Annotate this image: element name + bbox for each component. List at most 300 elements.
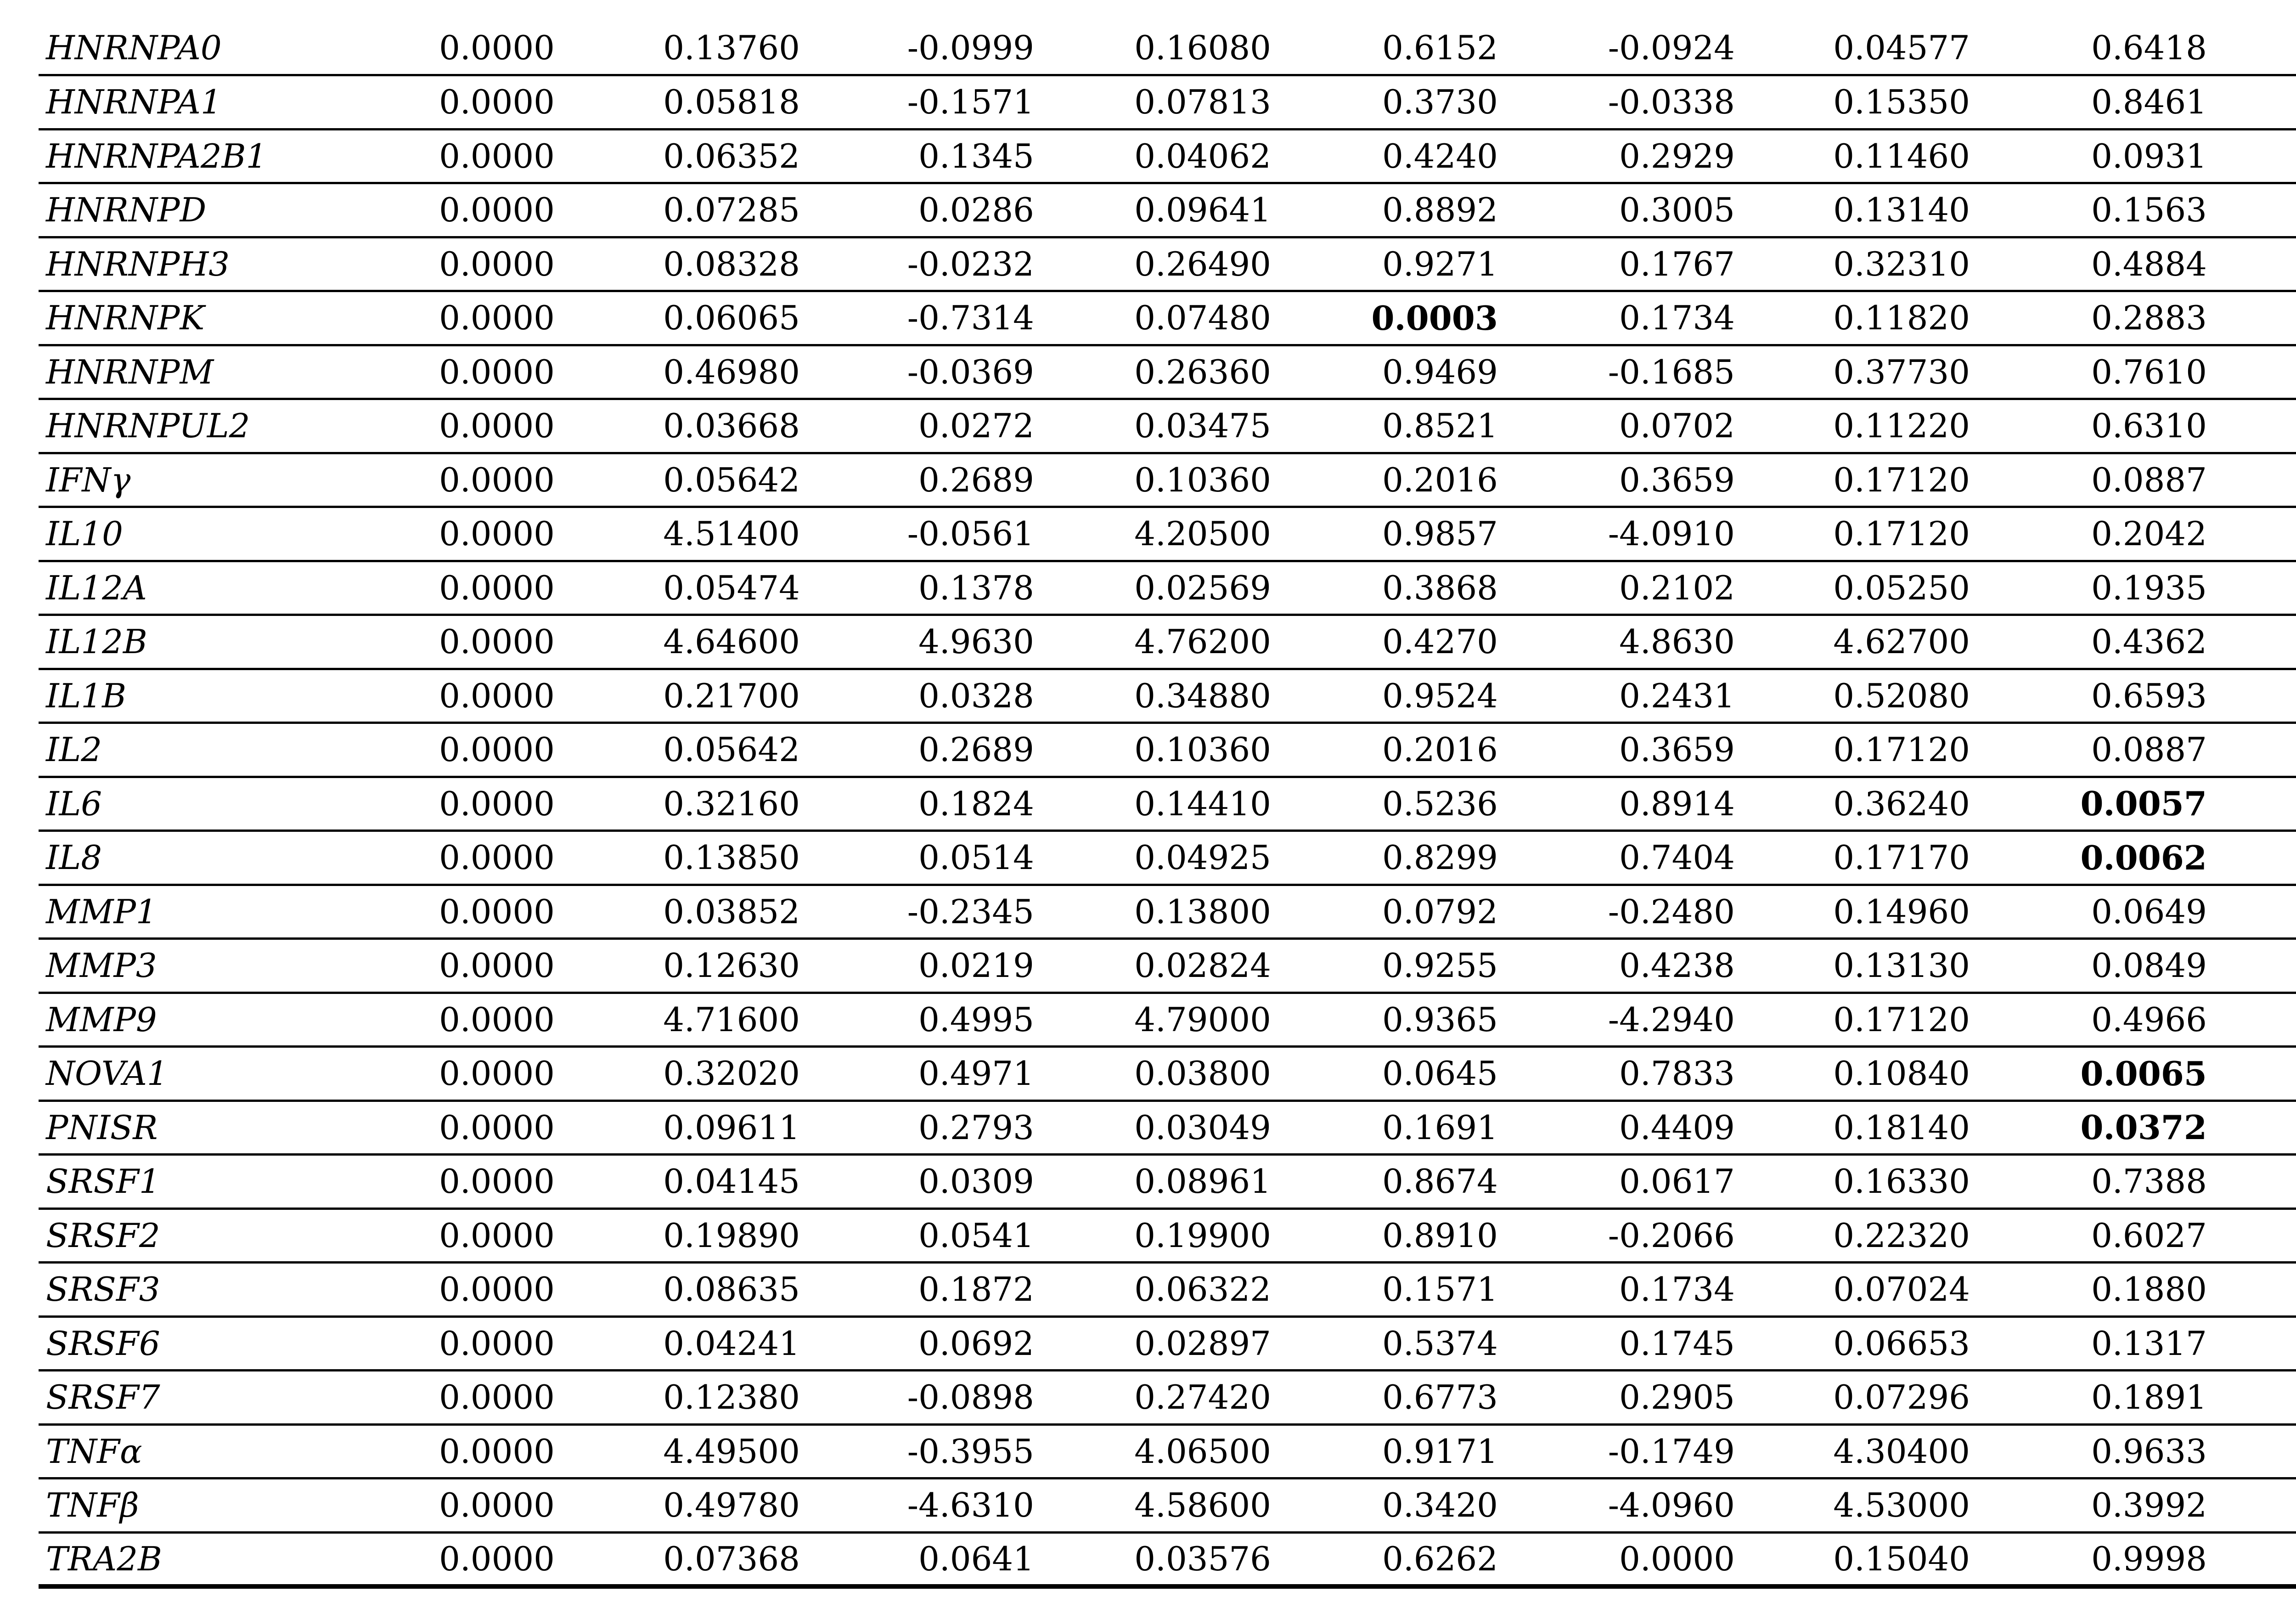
value-cell: 0.1891 xyxy=(2091,1378,2207,1417)
value-cell xyxy=(2207,723,2296,777)
value-cell: -0.1685 xyxy=(1608,352,1735,391)
value-cell: 0.13850 xyxy=(663,838,800,877)
value-cell: 0.0692 xyxy=(918,1324,1034,1363)
value-cell: 0.2793 xyxy=(918,1108,1034,1147)
value-cell: 0.3420 xyxy=(1382,1486,1498,1525)
value-cell: 4.49500 xyxy=(663,1432,800,1471)
value-cell: 0.08635 xyxy=(663,1270,800,1309)
value-cell: -4.0910 xyxy=(1608,514,1735,553)
value-cell: 0.16080 xyxy=(1134,28,1271,67)
value-cell: 0.2689 xyxy=(918,730,1034,769)
value-cell: 0.2431 xyxy=(1619,676,1735,715)
value-cell: -0.0898 xyxy=(907,1378,1034,1417)
value-cell: 0.2689 xyxy=(918,460,1034,499)
value-cell: 0.37730 xyxy=(1833,352,1970,391)
table-row xyxy=(39,669,2296,723)
value-cell: 4.06500 xyxy=(1134,1432,1271,1471)
value-cell: 0.05642 xyxy=(663,730,800,769)
value-cell: 0.0000 xyxy=(439,730,555,769)
gene-name-cell: HNRNPD xyxy=(46,191,207,230)
value-cell: 0.0541 xyxy=(918,1216,1034,1255)
value-cell: 0.1872 xyxy=(918,1270,1034,1309)
value-cell: 0.2102 xyxy=(1619,568,1735,607)
data-table-container xyxy=(39,21,2296,1589)
value-cell: 0.0000 xyxy=(439,1000,555,1039)
table-row xyxy=(39,1532,2296,1586)
value-cell: 0.4966 xyxy=(2091,1000,2207,1039)
value-cell: 0.07368 xyxy=(663,1539,800,1578)
table-row xyxy=(39,1155,2296,1209)
value-cell: 0.0000 xyxy=(439,28,555,67)
table-row xyxy=(39,237,2296,291)
value-cell: 0.32310 xyxy=(1833,244,1970,283)
value-cell: 0.0649 xyxy=(2091,892,2207,931)
table-row xyxy=(39,1263,2296,1317)
value-cell xyxy=(2207,669,2296,723)
value-cell: 0.0000 xyxy=(439,244,555,283)
value-cell: 0.1880 xyxy=(2091,1270,2207,1309)
value-cell: 0.9271 xyxy=(1382,244,1498,283)
value-cell xyxy=(2207,777,2296,831)
table-body xyxy=(39,21,2296,1586)
value-cell: 0.1745 xyxy=(1619,1324,1735,1363)
table-row xyxy=(39,399,2296,453)
value-cell: 0.0000 xyxy=(439,1108,555,1147)
value-cell: 0.17120 xyxy=(1833,730,1970,769)
value-cell: 0.0372 xyxy=(2080,1108,2207,1147)
value-cell: 0.9524 xyxy=(1382,676,1498,715)
value-cell: 0.7404 xyxy=(1619,838,1735,877)
value-cell: 0.0057 xyxy=(2080,784,2207,824)
value-cell: 4.8630 xyxy=(1619,622,1735,661)
value-cell: 0.26490 xyxy=(1134,244,1271,283)
value-cell: 0.2883 xyxy=(2091,299,2207,338)
value-cell: 0.0309 xyxy=(918,1162,1034,1201)
value-cell: -4.0960 xyxy=(1608,1486,1735,1525)
value-cell: 0.0849 xyxy=(2091,946,2207,985)
table-row xyxy=(39,1208,2296,1263)
value-cell: 0.0887 xyxy=(2091,460,2207,499)
value-cell: 0.0000 xyxy=(439,946,555,985)
value-cell: 0.15350 xyxy=(1833,83,1970,122)
gene-name-cell: IL2 xyxy=(46,730,102,769)
value-cell: 0.0000 xyxy=(439,136,555,175)
value-cell: 0.2905 xyxy=(1619,1378,1735,1417)
gene-name-cell: IFNγ xyxy=(46,460,131,499)
value-cell: 0.22320 xyxy=(1833,1216,1970,1255)
value-cell: 4.64600 xyxy=(663,622,800,661)
value-cell: 0.1767 xyxy=(1619,244,1735,283)
value-cell: -0.2345 xyxy=(907,892,1034,931)
value-cell: 0.0641 xyxy=(918,1539,1034,1578)
value-cell: 0.4884 xyxy=(2091,244,2207,283)
value-cell: 0.13130 xyxy=(1833,946,1970,985)
table-row xyxy=(39,129,2296,183)
value-cell: 0.06322 xyxy=(1134,1270,1271,1309)
value-cell xyxy=(2207,129,2296,183)
value-cell: 0.08328 xyxy=(663,244,800,283)
gene-name-cell: NOVA1 xyxy=(46,1054,168,1093)
value-cell: 0.26360 xyxy=(1134,352,1271,391)
value-cell: 0.06352 xyxy=(663,136,800,175)
value-cell: 0.15040 xyxy=(1833,1539,1970,1578)
gene-statistics-table xyxy=(39,21,2296,1589)
value-cell: -4.2940 xyxy=(1608,1000,1735,1039)
value-cell: 0.0000 xyxy=(439,460,555,499)
value-cell: 0.4362 xyxy=(2091,622,2207,661)
table-row xyxy=(39,1047,2296,1101)
value-cell: 0.9171 xyxy=(1382,1432,1498,1471)
value-cell: 0.03049 xyxy=(1134,1108,1271,1147)
value-cell: -0.0232 xyxy=(907,244,1034,283)
value-cell: 0.0000 xyxy=(439,1216,555,1255)
value-cell: 0.0645 xyxy=(1382,1054,1498,1093)
value-cell: 0.05250 xyxy=(1833,568,1970,607)
value-cell: 4.9630 xyxy=(918,622,1034,661)
value-cell: 0.6262 xyxy=(1382,1539,1498,1578)
value-cell xyxy=(2207,993,2296,1047)
value-cell: 0.2929 xyxy=(1619,136,1735,175)
gene-name-cell: MMP9 xyxy=(46,1000,157,1039)
value-cell: 0.04925 xyxy=(1134,838,1271,877)
value-cell xyxy=(2207,561,2296,615)
value-cell: 0.2042 xyxy=(2091,514,2207,553)
value-cell xyxy=(2207,1100,2296,1155)
value-cell: -0.0999 xyxy=(907,28,1034,67)
value-cell xyxy=(2207,1478,2296,1533)
table-row xyxy=(39,453,2296,507)
value-cell: 0.32020 xyxy=(663,1054,800,1093)
value-cell: 0.7610 xyxy=(2091,352,2207,391)
value-cell: 0.1317 xyxy=(2091,1324,2207,1363)
value-cell: 0.0000 xyxy=(439,784,555,823)
value-cell: 0.07480 xyxy=(1134,299,1271,338)
table-row xyxy=(39,183,2296,237)
value-cell: 0.9469 xyxy=(1382,352,1498,391)
value-cell xyxy=(2207,831,2296,885)
value-cell: 0.03852 xyxy=(663,892,800,931)
value-cell: 0.04062 xyxy=(1134,136,1271,175)
value-cell: 0.19890 xyxy=(663,1216,800,1255)
value-cell: 0.8674 xyxy=(1382,1162,1498,1201)
value-cell: 0.0062 xyxy=(2080,838,2207,877)
value-cell: 0.0000 xyxy=(439,1486,555,1525)
value-cell: 0.17170 xyxy=(1833,838,1970,877)
value-cell: -0.0561 xyxy=(907,514,1034,553)
table-row xyxy=(39,777,2296,831)
value-cell: 0.7388 xyxy=(2091,1162,2207,1201)
value-cell: 0.6027 xyxy=(2091,1216,2207,1255)
value-cell: 0.52080 xyxy=(1833,676,1970,715)
value-cell: 0.3730 xyxy=(1382,83,1498,122)
value-cell: 0.9365 xyxy=(1382,1000,1498,1039)
value-cell: 0.10360 xyxy=(1134,460,1271,499)
value-cell: 0.06653 xyxy=(1833,1324,1970,1363)
gene-name-cell: MMP3 xyxy=(46,946,157,985)
value-cell: 0.6773 xyxy=(1382,1378,1498,1417)
value-cell: 0.3659 xyxy=(1619,730,1735,769)
value-cell: 0.13800 xyxy=(1134,892,1271,931)
value-cell: 0.3992 xyxy=(2091,1486,2207,1525)
value-cell: 0.8910 xyxy=(1382,1216,1498,1255)
value-cell: 0.3659 xyxy=(1619,460,1735,499)
value-cell: 0.0702 xyxy=(1619,406,1735,446)
gene-name-cell: HNRNPUL2 xyxy=(46,406,250,446)
value-cell: -0.1749 xyxy=(1608,1432,1735,1471)
value-cell: 4.58600 xyxy=(1134,1486,1271,1525)
value-cell: 0.0286 xyxy=(918,191,1034,230)
value-cell: 0.0000 xyxy=(439,1324,555,1363)
value-cell xyxy=(2207,291,2296,345)
gene-name-cell: SRSF1 xyxy=(46,1162,160,1201)
value-cell: 0.07296 xyxy=(1833,1378,1970,1417)
value-cell: 0.16330 xyxy=(1833,1162,1970,1201)
value-cell: 0.4238 xyxy=(1619,946,1735,985)
value-cell: 0.0065 xyxy=(2080,1054,2207,1093)
value-cell: 0.6593 xyxy=(2091,676,2207,715)
gene-name-cell: PNISR xyxy=(46,1108,158,1147)
value-cell: 0.12630 xyxy=(663,946,800,985)
table-row xyxy=(39,615,2296,669)
value-cell: 0.03668 xyxy=(663,406,800,446)
value-cell: 4.51400 xyxy=(663,514,800,553)
value-cell xyxy=(2207,237,2296,291)
value-cell: -0.2066 xyxy=(1608,1216,1735,1255)
value-cell: 0.06065 xyxy=(663,299,800,338)
value-cell: 0.0792 xyxy=(1382,892,1498,931)
value-cell: 0.08961 xyxy=(1134,1162,1271,1201)
value-cell: 0.32160 xyxy=(663,784,800,823)
value-cell: 0.14410 xyxy=(1134,784,1271,823)
value-cell: 0.0000 xyxy=(439,568,555,607)
value-cell: 0.9857 xyxy=(1382,514,1498,553)
value-cell: 0.03475 xyxy=(1134,406,1271,446)
value-cell: -0.0369 xyxy=(907,352,1034,391)
value-cell: 0.0000 xyxy=(1619,1539,1735,1578)
value-cell: 0.27420 xyxy=(1134,1378,1271,1417)
value-cell: 0.0000 xyxy=(439,83,555,122)
value-cell: 0.46980 xyxy=(663,352,800,391)
value-cell: -0.2480 xyxy=(1608,892,1735,931)
value-cell: 0.03576 xyxy=(1134,1539,1271,1578)
value-cell: 0.5236 xyxy=(1382,784,1498,823)
value-cell: 0.6152 xyxy=(1382,28,1498,67)
value-cell: 0.0000 xyxy=(439,352,555,391)
gene-name-cell: TRA2B xyxy=(46,1539,162,1578)
value-cell: 0.21700 xyxy=(663,676,800,715)
value-cell: -4.6310 xyxy=(907,1486,1034,1525)
table-row xyxy=(39,345,2296,399)
table-row xyxy=(39,723,2296,777)
value-cell: 0.07813 xyxy=(1134,83,1271,122)
value-cell: 4.76200 xyxy=(1134,622,1271,661)
value-cell: 0.0000 xyxy=(439,514,555,553)
value-cell: 0.9998 xyxy=(2091,1539,2207,1578)
value-cell: 0.9255 xyxy=(1382,946,1498,985)
value-cell: 0.1691 xyxy=(1382,1108,1498,1147)
value-cell: 0.03800 xyxy=(1134,1054,1271,1093)
value-cell: 0.02897 xyxy=(1134,1324,1271,1363)
value-cell: 0.07024 xyxy=(1833,1270,1970,1309)
value-cell: 4.30400 xyxy=(1833,1432,1970,1471)
value-cell: 0.34880 xyxy=(1134,676,1271,715)
value-cell: 0.0000 xyxy=(439,1432,555,1471)
value-cell xyxy=(2207,507,2296,561)
gene-name-cell: SRSF3 xyxy=(46,1270,160,1309)
value-cell: 0.11820 xyxy=(1833,299,1970,338)
value-cell xyxy=(2207,939,2296,993)
table-row xyxy=(39,1100,2296,1155)
value-cell: 0.19900 xyxy=(1134,1216,1271,1255)
value-cell: 0.0514 xyxy=(918,838,1034,877)
table-row xyxy=(39,561,2296,615)
value-cell: 0.0328 xyxy=(918,676,1034,715)
table-row xyxy=(39,291,2296,345)
value-cell: 0.17120 xyxy=(1833,460,1970,499)
gene-name-cell: MMP1 xyxy=(46,892,157,931)
gene-name-cell: SRSF2 xyxy=(46,1216,160,1255)
value-cell: 0.0000 xyxy=(439,838,555,877)
gene-name-cell: IL12A xyxy=(46,568,147,607)
value-cell: 0.4270 xyxy=(1382,622,1498,661)
value-cell: 0.17120 xyxy=(1833,1000,1970,1039)
value-cell: 0.0003 xyxy=(1371,298,1498,338)
value-cell: 0.07285 xyxy=(663,191,800,230)
value-cell: 0.8914 xyxy=(1619,784,1735,823)
table-row xyxy=(39,75,2296,130)
value-cell: 0.6310 xyxy=(2091,406,2207,446)
value-cell: 0.09641 xyxy=(1134,191,1271,230)
value-cell: -0.0924 xyxy=(1608,28,1735,67)
gene-name-cell: HNRNPA2B1 xyxy=(46,136,267,175)
value-cell xyxy=(2207,75,2296,130)
value-cell xyxy=(2207,1424,2296,1478)
value-cell: 0.1571 xyxy=(1382,1270,1498,1309)
table-row xyxy=(39,1371,2296,1425)
value-cell: 0.11220 xyxy=(1833,406,1970,446)
value-cell: 4.53000 xyxy=(1833,1486,1970,1525)
gene-name-cell: SRSF6 xyxy=(46,1324,160,1363)
value-cell: 0.10840 xyxy=(1833,1054,1970,1093)
value-cell: 0.4995 xyxy=(918,1000,1034,1039)
value-cell: 0.8892 xyxy=(1382,191,1498,230)
gene-name-cell: HNRNPH3 xyxy=(46,244,230,283)
value-cell: 0.3868 xyxy=(1382,568,1498,607)
value-cell: 0.2016 xyxy=(1382,460,1498,499)
value-cell xyxy=(2207,1316,2296,1371)
value-cell: 0.11460 xyxy=(1833,136,1970,175)
value-cell: 0.5374 xyxy=(1382,1324,1498,1363)
value-cell: 0.9633 xyxy=(2091,1432,2207,1471)
gene-name-cell: IL12B xyxy=(46,622,147,661)
value-cell: 0.0000 xyxy=(439,299,555,338)
value-cell: 0.0000 xyxy=(439,622,555,661)
value-cell xyxy=(2207,1532,2296,1586)
table-row xyxy=(39,885,2296,939)
value-cell xyxy=(2207,885,2296,939)
value-cell: 0.0000 xyxy=(439,191,555,230)
gene-name-cell: IL1B xyxy=(46,676,126,715)
value-cell: 0.04241 xyxy=(663,1324,800,1363)
gene-name-cell: IL10 xyxy=(46,514,123,553)
value-cell: 0.0000 xyxy=(439,892,555,931)
gene-name-cell: HNRNPA0 xyxy=(46,28,222,67)
value-cell: 0.0617 xyxy=(1619,1162,1735,1201)
table-row xyxy=(39,507,2296,561)
value-cell: 0.04145 xyxy=(663,1162,800,1201)
value-cell xyxy=(2207,345,2296,399)
value-cell: 0.12380 xyxy=(663,1378,800,1417)
value-cell: 4.20500 xyxy=(1134,514,1271,553)
value-cell: 0.0000 xyxy=(439,1162,555,1201)
value-cell: 0.18140 xyxy=(1833,1108,1970,1147)
gene-name-cell: HNRNPK xyxy=(46,299,205,338)
table-row xyxy=(39,1478,2296,1533)
value-cell xyxy=(2207,183,2296,237)
value-cell: 0.0000 xyxy=(439,1270,555,1309)
value-cell: 0.4240 xyxy=(1382,136,1498,175)
value-cell xyxy=(2207,1371,2296,1425)
value-cell: 0.1563 xyxy=(2091,191,2207,230)
table-row xyxy=(39,831,2296,885)
value-cell: 0.1824 xyxy=(918,784,1034,823)
value-cell: 0.0000 xyxy=(439,1539,555,1578)
value-cell: 4.62700 xyxy=(1833,622,1970,661)
value-cell: 0.0887 xyxy=(2091,730,2207,769)
value-cell: 0.05642 xyxy=(663,460,800,499)
value-cell: 0.8521 xyxy=(1382,406,1498,446)
value-cell: 0.6418 xyxy=(2091,28,2207,67)
value-cell: 0.1378 xyxy=(918,568,1034,607)
value-cell: 0.1935 xyxy=(2091,568,2207,607)
value-cell: 0.05474 xyxy=(663,568,800,607)
value-cell: -0.3955 xyxy=(907,1432,1034,1471)
gene-name-cell: IL8 xyxy=(46,838,102,877)
value-cell: 0.02824 xyxy=(1134,946,1271,985)
table-row xyxy=(39,939,2296,993)
value-cell xyxy=(2207,453,2296,507)
value-cell: 0.8299 xyxy=(1382,838,1498,877)
table-row xyxy=(39,21,2296,75)
value-cell: 0.10360 xyxy=(1134,730,1271,769)
value-cell: -0.7314 xyxy=(907,299,1034,338)
value-cell: 0.8461 xyxy=(2091,83,2207,122)
value-cell: 0.1345 xyxy=(918,136,1034,175)
gene-name-cell: HNRNPM xyxy=(46,352,214,391)
value-cell: 0.13760 xyxy=(663,28,800,67)
value-cell xyxy=(2207,1208,2296,1263)
value-cell: 0.04577 xyxy=(1833,28,1970,67)
value-cell: 0.13140 xyxy=(1833,191,1970,230)
value-cell: 0.0000 xyxy=(439,406,555,446)
value-cell: 0.49780 xyxy=(663,1486,800,1525)
value-cell xyxy=(2207,21,2296,75)
value-cell: 0.0931 xyxy=(2091,136,2207,175)
value-cell: 0.0219 xyxy=(918,946,1034,985)
gene-name-cell: TNFα xyxy=(46,1432,142,1471)
value-cell: 0.0000 xyxy=(439,1378,555,1417)
value-cell: 0.0000 xyxy=(439,676,555,715)
value-cell xyxy=(2207,1047,2296,1101)
value-cell: 0.2016 xyxy=(1382,730,1498,769)
value-cell: 0.0000 xyxy=(439,1054,555,1093)
value-cell: 0.05818 xyxy=(663,83,800,122)
value-cell: 0.17120 xyxy=(1833,514,1970,553)
gene-name-cell: TNFβ xyxy=(46,1486,139,1525)
value-cell: -0.0338 xyxy=(1608,83,1735,122)
value-cell: 4.71600 xyxy=(663,1000,800,1039)
value-cell: 4.79000 xyxy=(1134,1000,1271,1039)
